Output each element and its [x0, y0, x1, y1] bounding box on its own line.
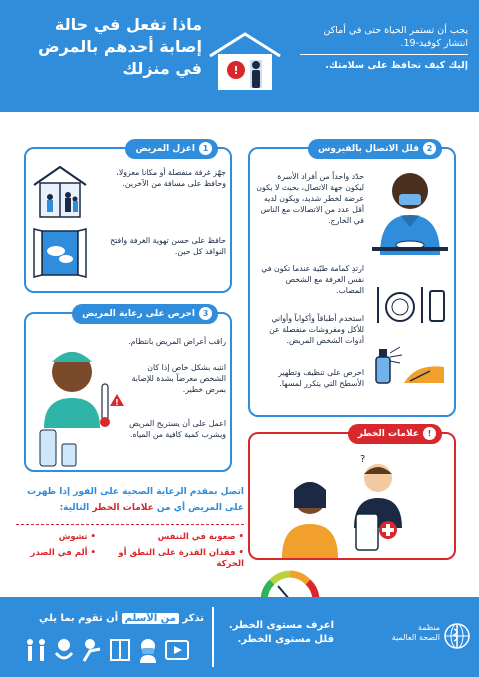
danger-call-text — [16, 484, 244, 516]
danger-call-pre: على المريض أي من — [153, 503, 244, 513]
danger-sign-speech: • فقدان القدرة على النطق أو الحركة — [118, 548, 244, 569]
reduce-risk-text: قلل مستوى الخطر. — [237, 634, 334, 645]
section-reduce-contact-tag — [308, 139, 442, 159]
section-title: قلل الاتصال بالفيروس — [318, 144, 419, 154]
section-number: 2 — [423, 142, 436, 155]
remember-post: أن تقوم بما يلي — [39, 613, 122, 624]
rest-water-text: اعمل على أن يستريح المريض ويشرب كمية كافية من المياه. — [129, 419, 226, 439]
section-number: 1 — [199, 142, 212, 155]
wear-mask-text: ارتدِ كمامة طبّية عندما تكون في نفس الغرفة مع الشخص المصاب. — [261, 264, 364, 295]
section-isolate-tag — [125, 139, 218, 159]
svg-text:!: ! — [233, 64, 239, 77]
section-title: اعزل المريض — [135, 144, 195, 154]
who-logo-icon — [442, 621, 472, 651]
clean-surfaces-text: احرص على تنظيف وتطهير الأسطح التي يتكرر لمسها. — [278, 368, 364, 388]
who-name — [390, 623, 440, 643]
hand-wash-icon — [52, 637, 76, 663]
contact-person-text: حدّد واحداً من أفراد الأسرة ليكون جهة الاتصال، بحيث لا يكون عرضة لخطر شديد، ويكون لديه أقل عدد من الاتصالات مع الناس في الخارج. — [256, 172, 364, 225]
section-isolate — [24, 144, 232, 293]
intro-text — [300, 24, 468, 72]
svg-text:!: ! — [115, 398, 119, 407]
danger-call-post: التالية: — [59, 503, 93, 513]
section-number: 3 — [199, 307, 212, 320]
danger-sign-text: ألم في الصدر — [30, 548, 88, 558]
remember-pre: تذكر — [178, 613, 204, 624]
danger-sign-text: صعوبة في التنفس — [157, 532, 236, 542]
mask-icon — [136, 637, 160, 663]
remember-highlight: من الأسلم — [122, 613, 179, 624]
cough-elbow-icon — [80, 637, 104, 663]
danger-sign-chest-pain: • ألم في الصدر — [30, 548, 96, 558]
page-title: ماذا تفعل في حالة إصابة أحدهم بالمرض في منزلك — [38, 15, 202, 78]
high-risk-text: انتبه بشكل خاص إذا كان الشخص معرضاً بشدة للإصابة بمرض خطير. — [131, 363, 226, 394]
separate-utensils-icon — [370, 283, 450, 327]
who-name-line: منظمة — [417, 623, 440, 632]
danger-signs-tag — [348, 424, 442, 444]
danger-call-highlight: علامات الخطر — [92, 503, 154, 513]
header-banner — [0, 0, 479, 112]
danger-sign-confusion: • تشوش — [58, 532, 96, 542]
separate-dishes-text: استخدم أطباقاً وأكواباً وأواني للأكل ومفروشات منفصلة عن أدوات الشخص المريض. — [269, 314, 364, 345]
section-care-tag — [72, 304, 218, 324]
sick-house-icon — [206, 30, 284, 92]
svg-text:?: ? — [360, 454, 366, 465]
section-number: ! — [423, 427, 436, 440]
footer-banner — [0, 597, 479, 677]
danger-divider — [16, 524, 244, 525]
masked-person-icon — [370, 161, 450, 255]
ventilate-room-text: حافظ على حسن تهوية الغرفة وافتح النوافذ كل حين. — [110, 236, 226, 256]
isolate-room-text: جهّز غرفة منفصلة أو مكانا معزولا، وحافظ على مسافة من الآخرين. — [116, 168, 226, 188]
elderly-patient-icon — [32, 332, 128, 470]
open-window-icon — [32, 225, 88, 281]
monitor-symptoms-text: راقب أعراض المريض بانتظام. — [128, 337, 226, 346]
risk-level-text — [222, 619, 334, 647]
section-title: احرص على رعاية المريض — [82, 309, 195, 319]
danger-sign-text: فقدان القدرة على النطق أو الحركة — [118, 548, 244, 569]
danger-sign-text: تشوش — [58, 532, 88, 542]
danger-call-line — [16, 500, 244, 516]
distance-icon — [24, 637, 48, 663]
footer-divider — [212, 607, 214, 667]
intro-line: يجب أن تستمر الحياة حتى في أماكن انتشار كوفيد-19. — [323, 25, 468, 49]
intro-safety-line: إليك كيف تحافظ على سلامتك. — [300, 54, 468, 72]
disinfect-spray-icon — [370, 343, 450, 389]
section-title: علامات الخطر — [357, 429, 419, 439]
ventilation-icon — [108, 637, 132, 663]
house-family-icon — [32, 163, 88, 219]
section-danger-signs — [248, 429, 456, 560]
danger-call-line: اتصل بمقدم الرعاية الصحية على الفور إذا ظهرت — [27, 487, 244, 497]
section-reduce-contact — [248, 144, 456, 417]
danger-sign-breathing: • صعوبة في التنفس — [157, 532, 244, 542]
know-risk-text: اعرف مستوى الخطر. — [228, 620, 334, 631]
remember-heading — [26, 609, 204, 629]
section-care — [24, 309, 232, 472]
who-name-line: الصحة العالمية — [391, 633, 440, 642]
sick-people-icon — [260, 448, 450, 558]
meet-outside-icon — [164, 637, 190, 663]
